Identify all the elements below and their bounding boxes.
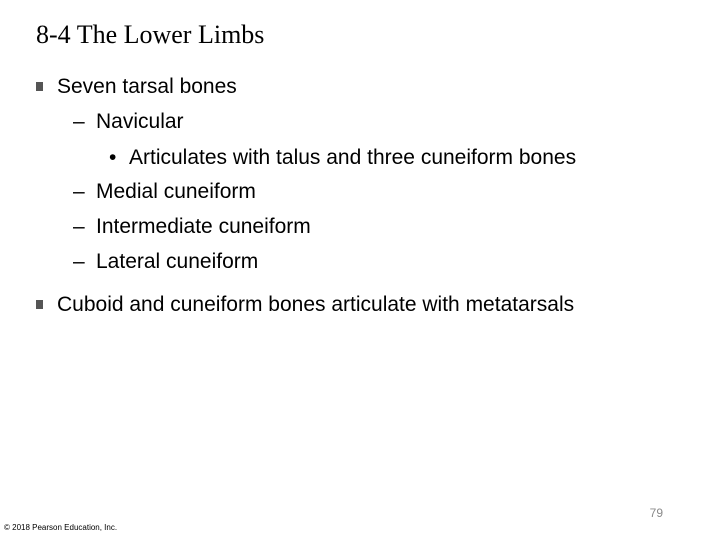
bullet-text: Seven tarsal bones <box>57 75 237 98</box>
subitem-text: Articulates with talus and three cuneiform bones <box>129 146 577 169</box>
bullet-text: Cuboid and cuneiform bones articulate with metatarsals <box>57 293 575 316</box>
dot-bullet-icon: • <box>109 146 117 169</box>
slide-title: 8-4 The Lower Limbs <box>36 20 265 49</box>
dash-bullet-icon: – <box>73 110 85 133</box>
subitem-text: Navicular <box>96 110 184 133</box>
dash-bullet-icon: – <box>73 250 85 273</box>
subitem-text: Medial cuneiform <box>96 180 256 203</box>
copyright-notice: © 2018 Pearson Education, Inc. <box>4 523 118 532</box>
dash-bullet-icon: – <box>73 215 85 238</box>
page-number: 79 <box>649 506 663 520</box>
square-bullet-icon <box>36 82 43 91</box>
dash-bullet-icon: – <box>73 180 85 203</box>
subitem-text: Intermediate cuneiform <box>96 215 311 238</box>
subitem-text: Lateral cuneiform <box>96 250 259 273</box>
square-bullet-icon <box>36 300 43 309</box>
